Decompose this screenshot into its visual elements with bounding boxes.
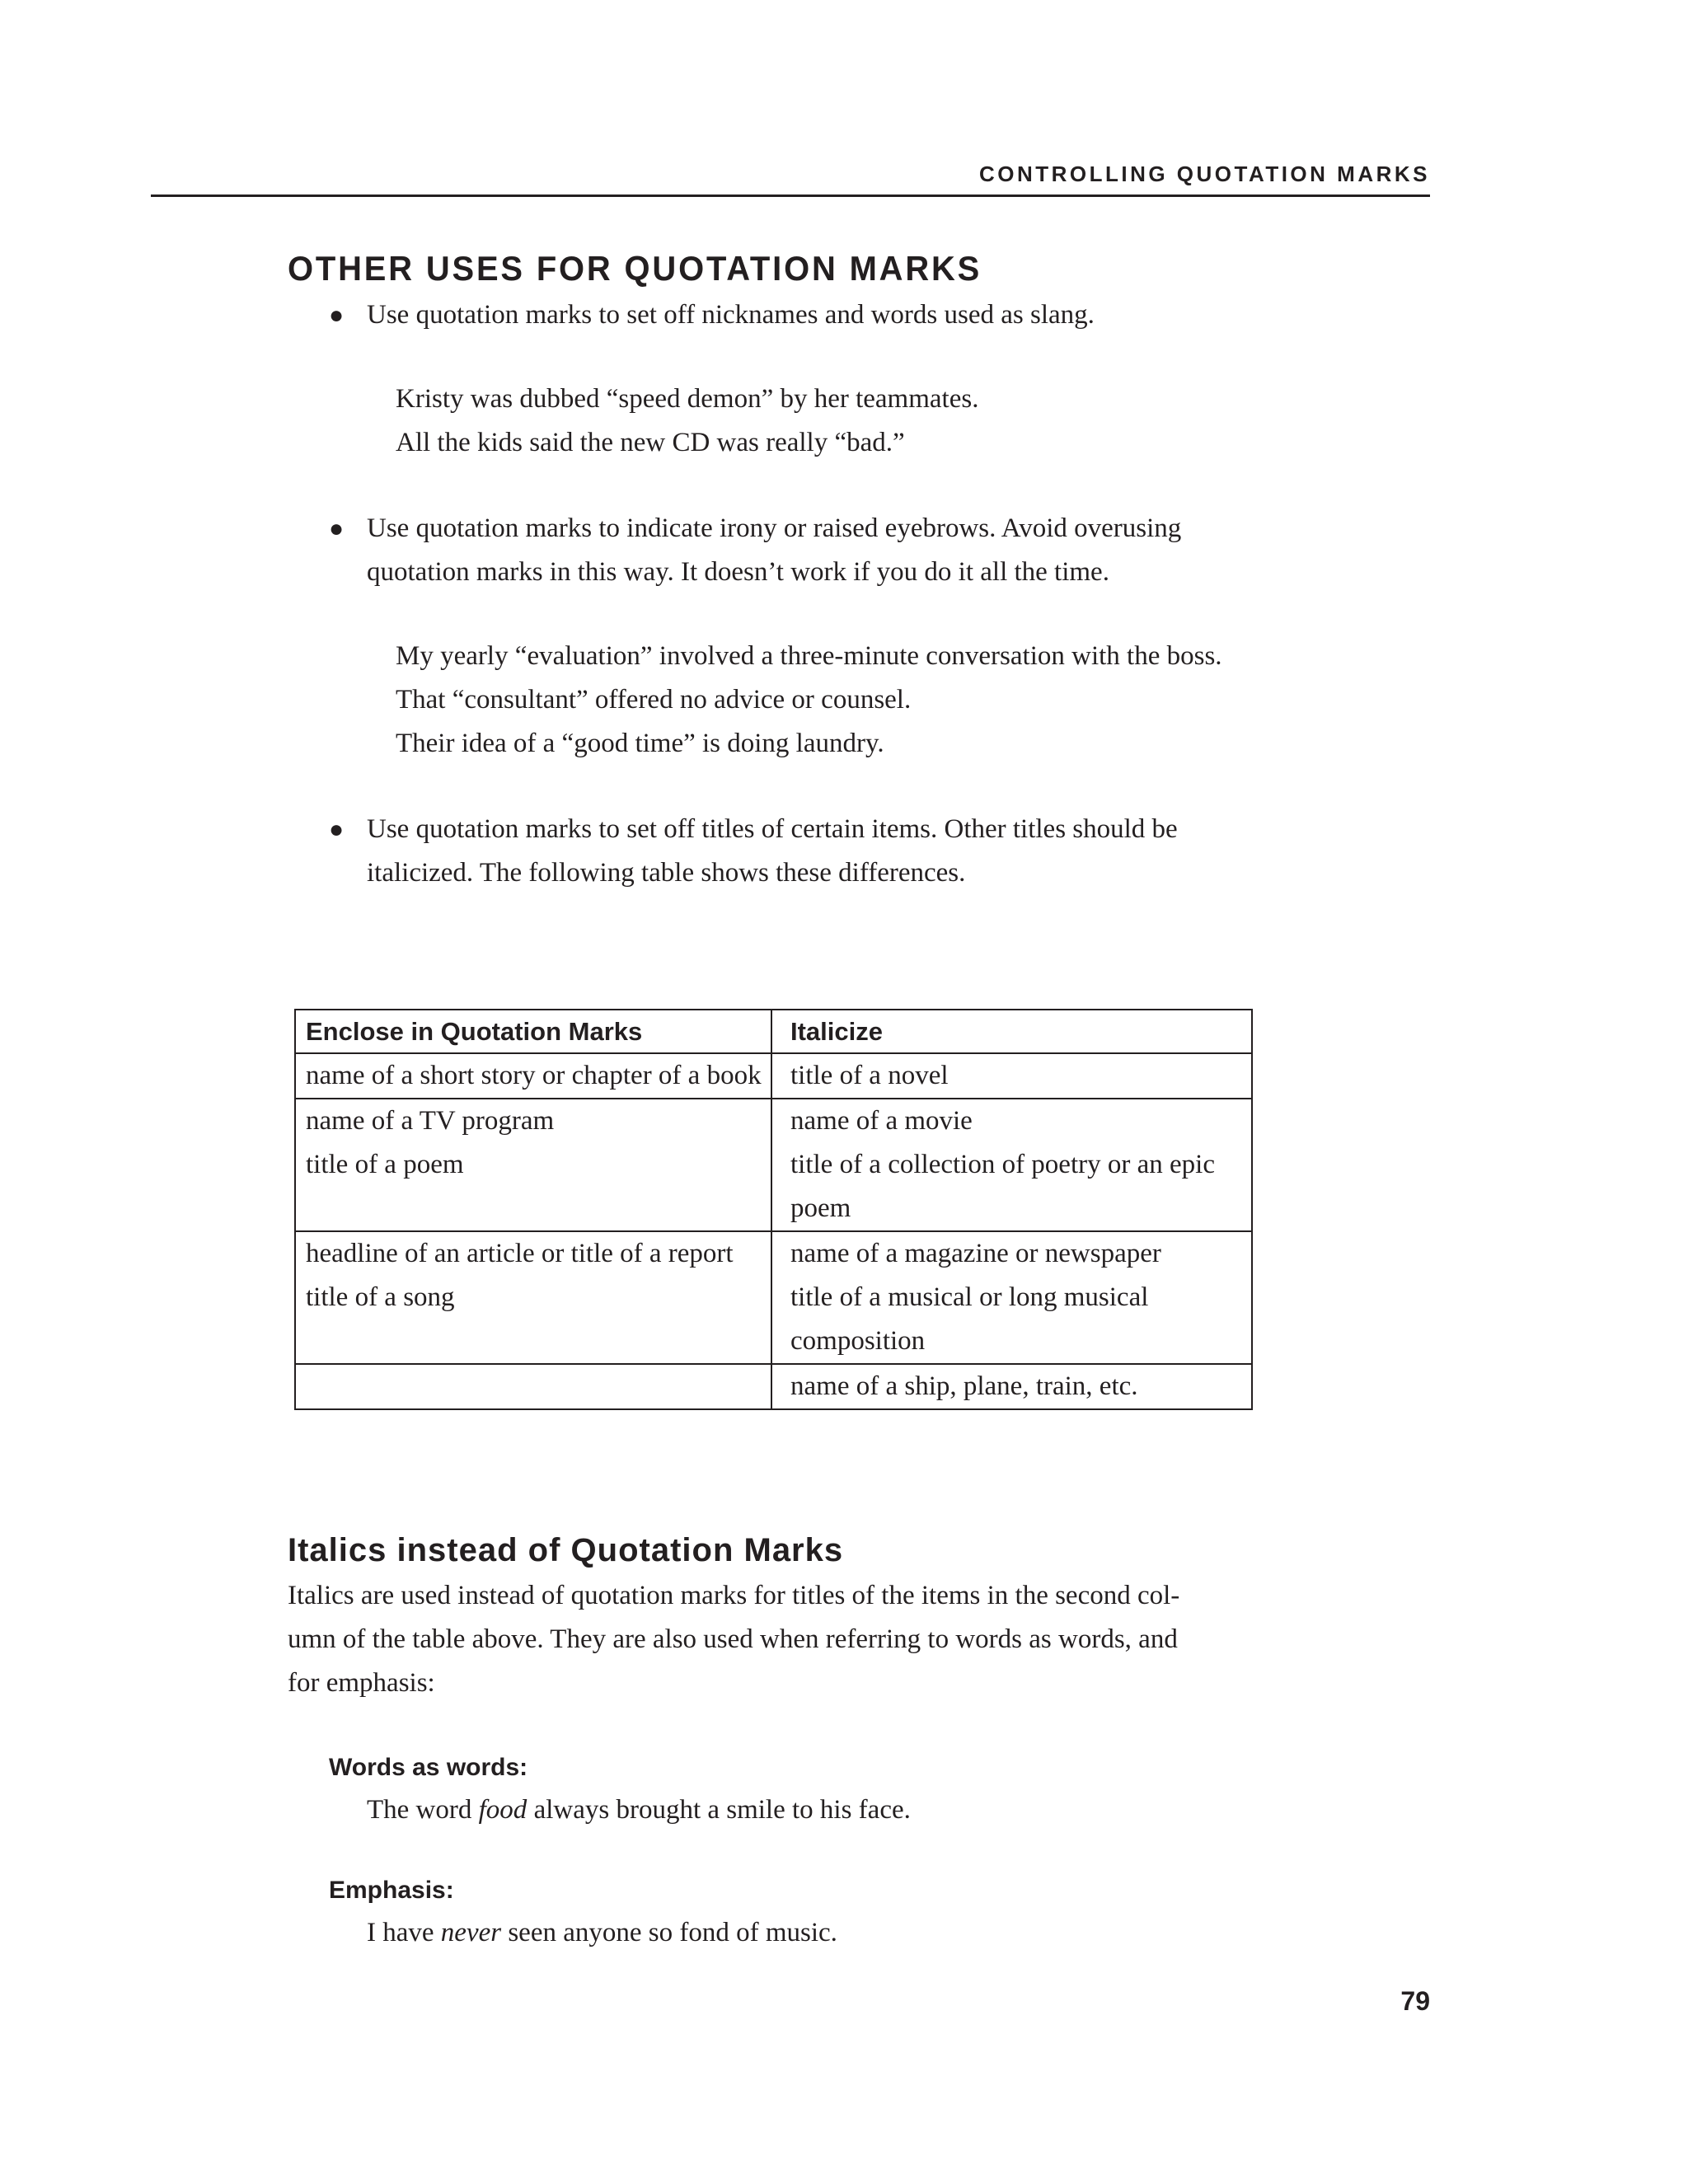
example-sentence [288, 1911, 1244, 1955]
cell-text: title of a musical or long musical composition [790, 1282, 1149, 1356]
table-cell [771, 1231, 1252, 1364]
table-cell [771, 1053, 1252, 1099]
paragraph-line: Italics are used instead of quotation marks for titles of the items in the second col- [288, 1581, 1180, 1610]
column-header-quotation: Enclose in Quotation Marks [295, 1010, 771, 1053]
cell-text: title of a novel [790, 1061, 949, 1090]
cell-text: headline of an article or title of a report [306, 1239, 734, 1268]
italic-word: food [478, 1795, 528, 1825]
cell-text: name of a short story or chapter of a book [306, 1061, 762, 1090]
text-run: seen anyone so fond of music. [501, 1918, 837, 1947]
bullet-text-line: italicized. The following table shows these differences. [367, 858, 966, 888]
table-cell [771, 1099, 1252, 1231]
table-header-row [295, 1010, 1252, 1053]
header-rule [151, 194, 1430, 197]
bullet-item-irony [288, 507, 1244, 594]
table-row [295, 1053, 1252, 1099]
table-cell [295, 1099, 771, 1231]
bullet-item-nicknames [288, 293, 1244, 337]
bullet-icon: ● [329, 816, 345, 843]
italic-word: never [440, 1918, 502, 1947]
table-row [295, 1231, 1252, 1364]
bullet-text-line: quotation marks in this way. It doesn’t work if you do it all the time. [367, 557, 1109, 587]
bullet-text-line: Use quotation marks to set off titles of certain items. Other titles should be [367, 814, 1178, 844]
bullet-text: Use quotation marks to set off nicknames and words used as slang. [367, 300, 1095, 330]
example-sentence: All the kids said the new CD was really “bad.” [396, 428, 905, 457]
example-sentence: That “consultant” offered no advice or counsel. [396, 685, 912, 715]
example-list [288, 377, 1244, 465]
table-row [295, 1099, 1252, 1231]
column-header-italicize: Italicize [771, 1010, 1252, 1053]
cell-text: name of a magazine or newspaper [790, 1239, 1161, 1268]
cell-text: title of a poem [306, 1150, 464, 1179]
bullet-item-titles [288, 808, 1244, 895]
subsection-title: Italics instead of Quotation Marks [288, 1532, 844, 1568]
label-words-as-words: Words as words: [329, 1754, 528, 1781]
bullet-icon: ● [329, 302, 345, 329]
section-title: OTHER USES FOR QUOTATION MARKS [288, 249, 982, 288]
cell-text: title of a collection of poetry or an epic poem [790, 1150, 1215, 1223]
cell-text: name of a TV program [306, 1106, 555, 1136]
table-cell [771, 1364, 1252, 1409]
bullet-icon: ● [329, 515, 345, 542]
paragraph-line: umn of the table above. They are also used when referring to words as words, and [288, 1624, 1178, 1654]
page-number: 79 [1400, 1986, 1430, 2016]
titles-table [294, 1009, 1253, 1410]
text-run: always brought a smile to his face. [527, 1795, 911, 1825]
example-list [288, 635, 1244, 766]
main-content [288, 244, 1244, 895]
example-sentence: My yearly “evaluation” involved a three-minute conversation with the boss. [396, 641, 1222, 671]
italics-section [288, 1526, 1244, 1955]
example-sentence [288, 1788, 1244, 1832]
table-cell-empty [295, 1364, 771, 1409]
cell-text: name of a movie [790, 1106, 973, 1136]
example-sentence: Their idea of a “good time” is doing laundry. [396, 729, 884, 758]
cell-text: name of a ship, plane, train, etc. [790, 1371, 1138, 1401]
running-head: CONTROLLING QUOTATION MARKS [978, 162, 1430, 186]
label-emphasis: Emphasis: [329, 1877, 454, 1904]
paragraph-line: for emphasis: [288, 1668, 435, 1698]
table-row [295, 1364, 1252, 1409]
text-run: I have [367, 1918, 441, 1947]
text-run: The word [367, 1795, 479, 1825]
bullet-text-line: Use quotation marks to indicate irony or raised eyebrows. Avoid overusing [367, 513, 1182, 543]
table-cell [295, 1053, 771, 1099]
example-sentence: Kristy was dubbed “speed demon” by her teammates. [396, 384, 979, 414]
cell-text: title of a song [306, 1282, 455, 1312]
table-cell [295, 1231, 771, 1364]
